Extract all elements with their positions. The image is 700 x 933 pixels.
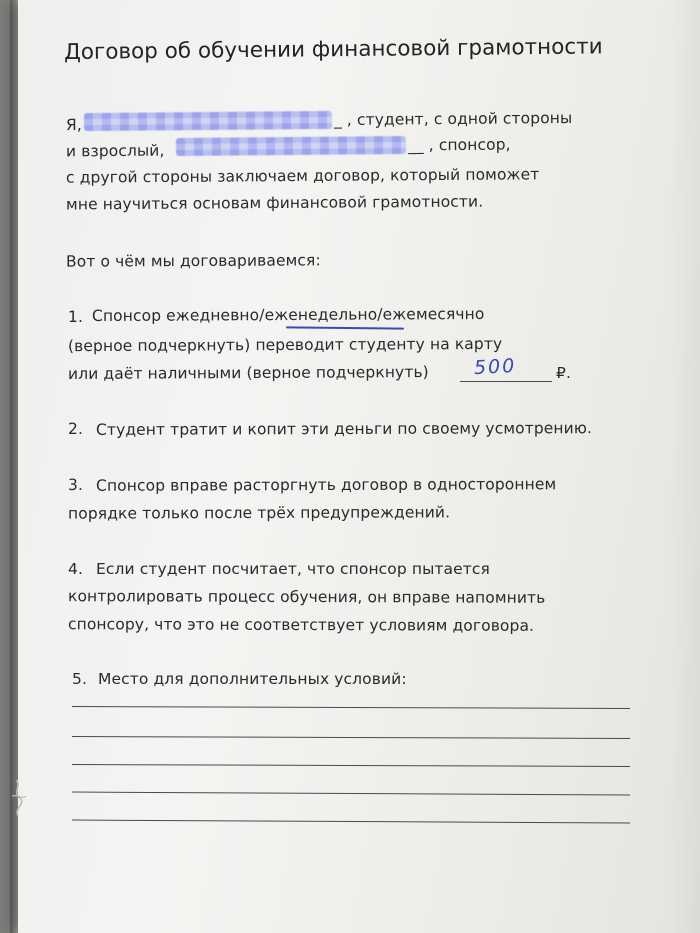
amount-blank-line xyxy=(460,381,552,382)
intro-line-2-prefix: и взрослый, xyxy=(65,141,165,161)
clause-4-line-1: Если студент посчитает, что спонсор пытается xyxy=(96,560,490,578)
clause-1-option-weekly: еженедельно xyxy=(264,305,378,325)
page-shade xyxy=(668,0,700,933)
clause-4-line-2: контролировать процесс обучения, он вправе напомнить xyxy=(67,587,546,607)
clause-3-line-1: Спонсор вправе расторгнуть договор в одностороннем xyxy=(95,475,557,495)
clause-3-line-2: порядке только после трёх предупреждений. xyxy=(67,503,451,523)
clause-2-line-1: Студент тратит и копит эти деньги по своему усмотрению. xyxy=(95,419,593,439)
clause-1-line-2: (верное подчеркнуть) переводит студенту на карту xyxy=(67,334,503,356)
clause-1-option-daily: Спонсор ежедневно/ xyxy=(91,306,265,326)
sketch-doodle-icon xyxy=(8,778,30,818)
redacted-student-name xyxy=(84,111,332,131)
intro-line-3: с другой стороны заключаем договор, который поможет xyxy=(65,165,540,187)
intro-line-1-prefix: Я, xyxy=(65,115,82,135)
currency-symbol: ₽. xyxy=(556,364,571,382)
intro-line-2-suffix: __ , спонсор, xyxy=(407,135,511,155)
page-title: Договор об обучении финансовой грамотности xyxy=(63,34,603,65)
clause-5-number: 5. xyxy=(72,670,87,688)
intro-line-1-suffix: _ , студент, с одной стороны xyxy=(333,108,573,130)
clause-5-line-1: Место для дополнительных условий: xyxy=(98,670,407,688)
clause-1-line-1 xyxy=(92,305,485,325)
clause-1-number: 1. xyxy=(67,307,84,327)
handwritten-amount: 500 xyxy=(473,354,517,380)
clause-1-option-monthly: /ежемесячно xyxy=(377,304,485,324)
intro-line-4: мне научиться основам финансовой грамотности. xyxy=(65,192,484,214)
clause-2-number: 2. xyxy=(67,419,84,439)
agreement-heading: Вот о чём мы договариваемся: xyxy=(65,251,321,271)
clause-4-number: 4. xyxy=(68,560,83,578)
redacted-sponsor-name xyxy=(176,136,406,156)
clause-3-number: 3. xyxy=(67,475,84,495)
clause-1-line-3: или даёт наличными (верное подчеркнуть) xyxy=(67,363,429,383)
clause-4-line-3: спонсору, что это не соответствует условиям договора. xyxy=(67,615,535,635)
